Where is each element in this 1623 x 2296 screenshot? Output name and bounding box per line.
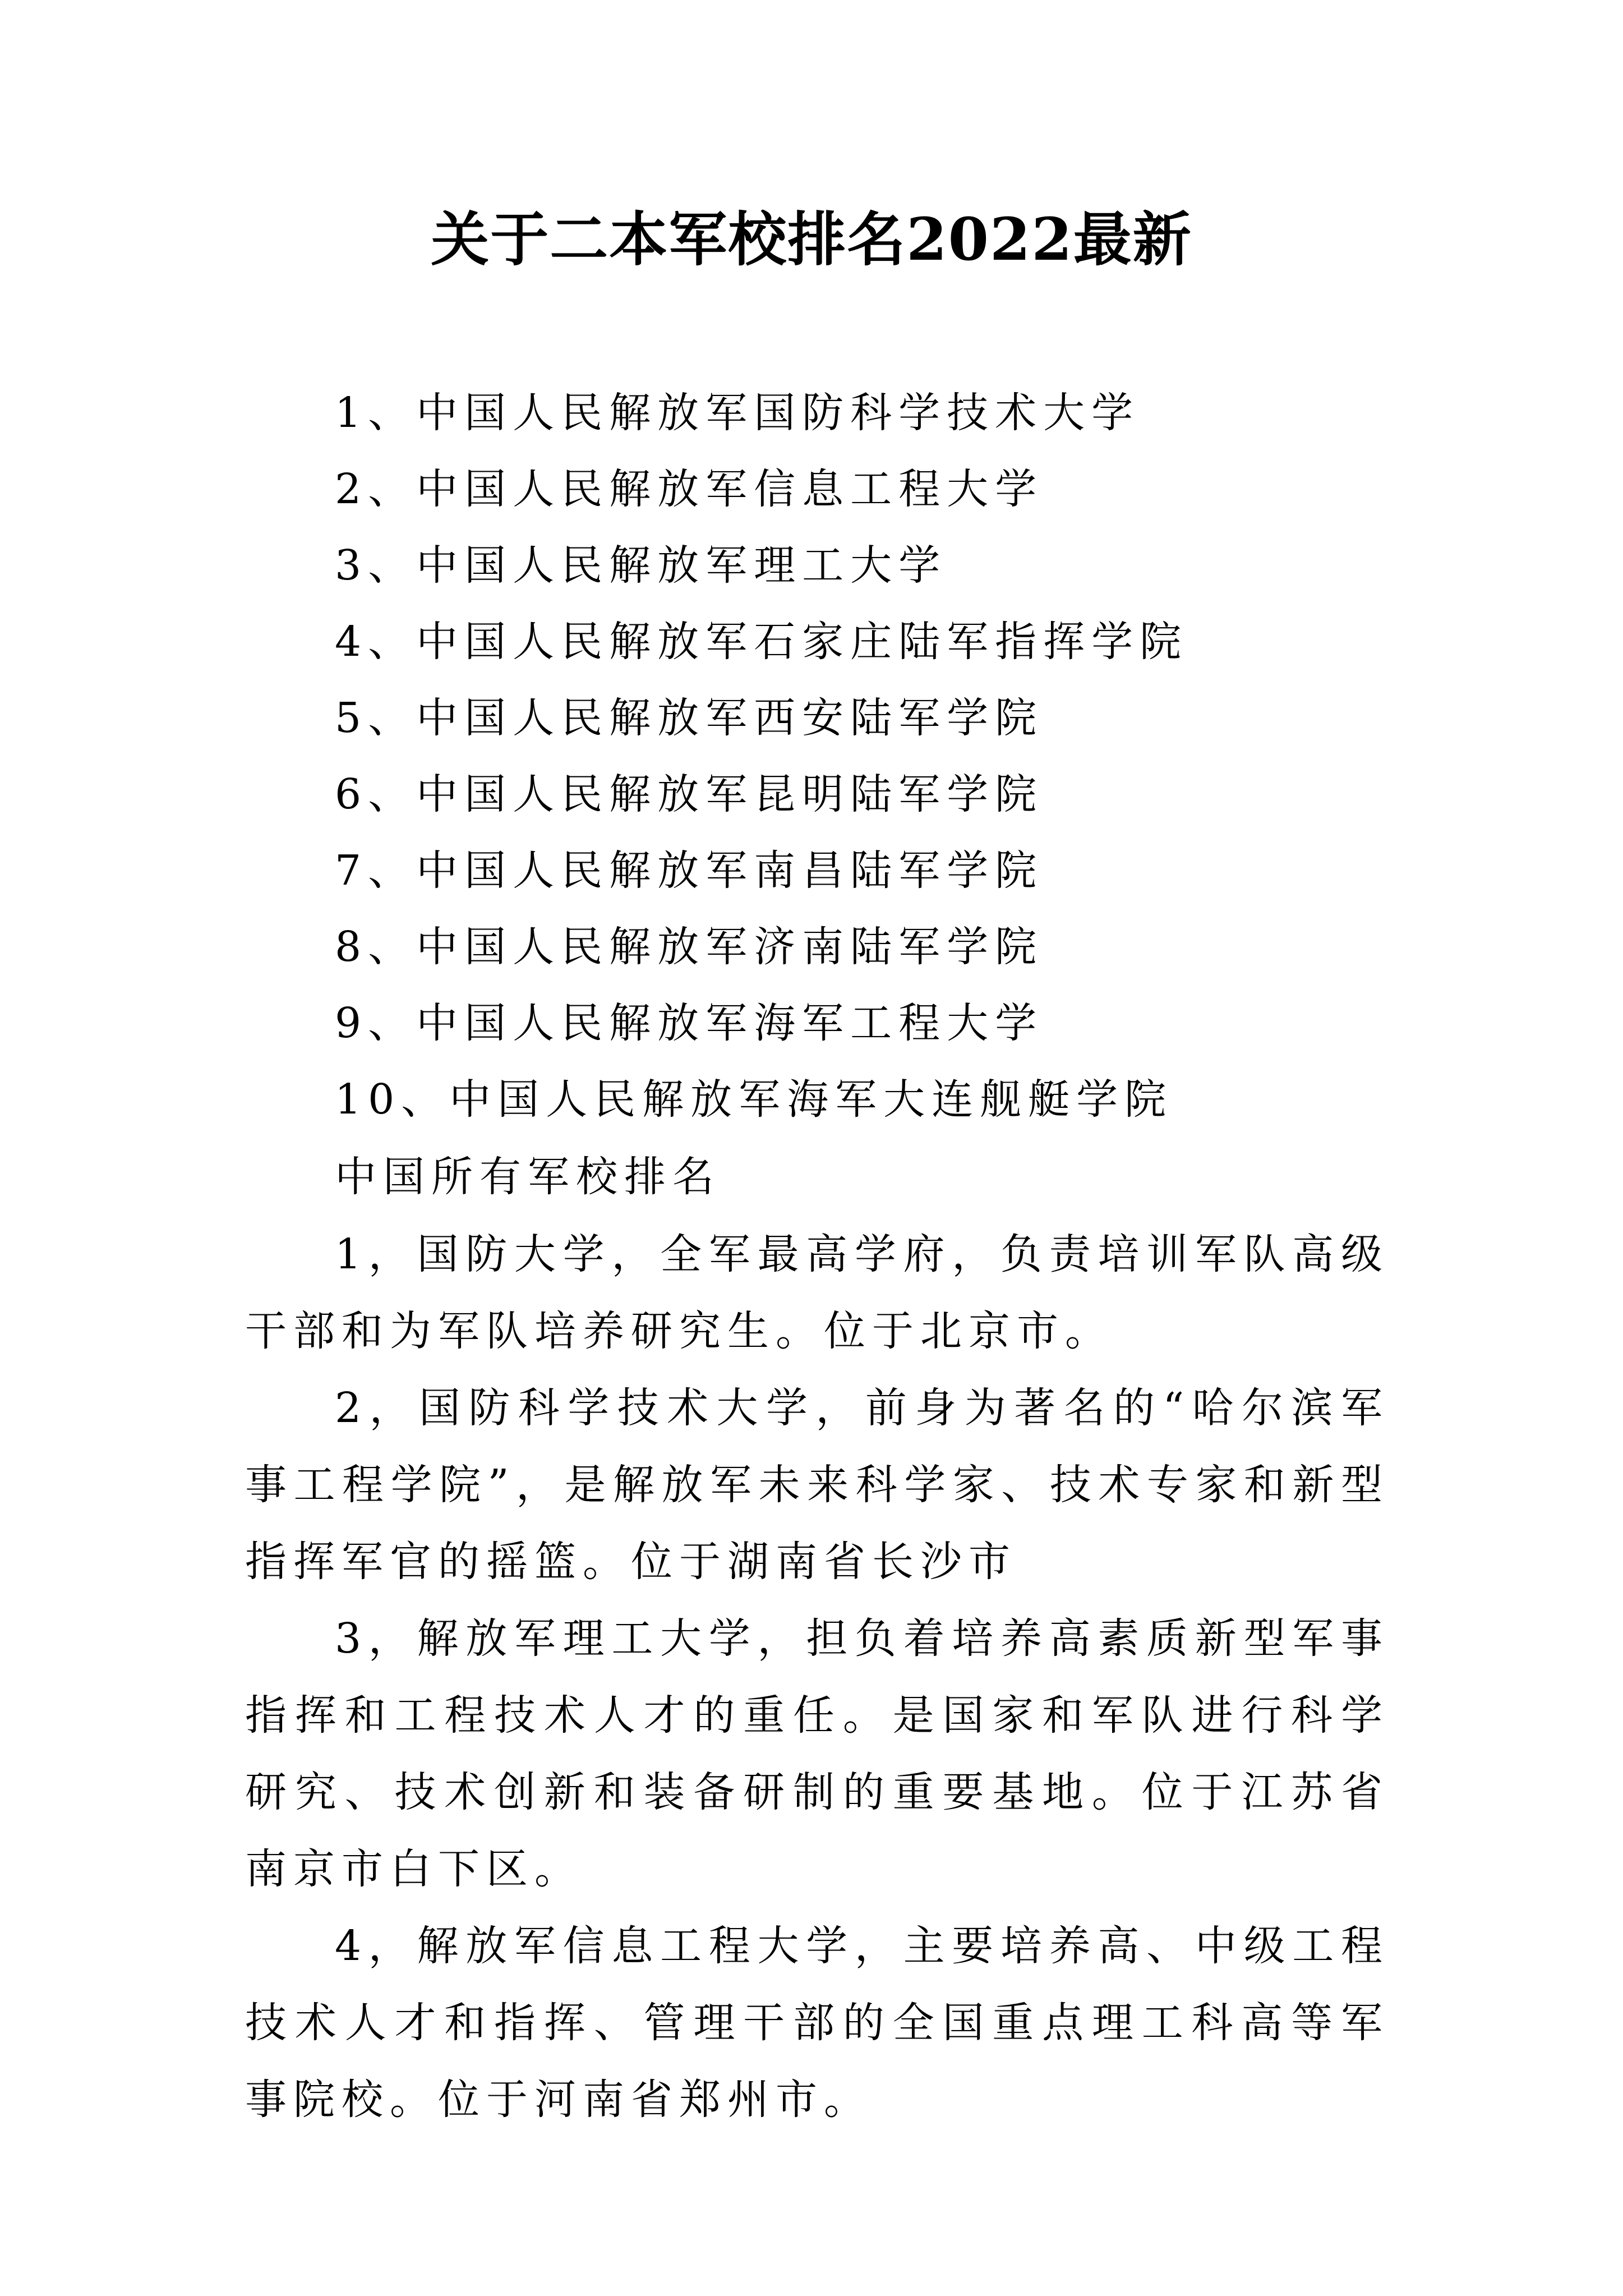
list-item: 6、中国人民解放军昆明陆军学院 xyxy=(335,770,1044,818)
paragraph: 3，解放军理工大学，担负着培养高素质新型军事指挥和工程技术人才的重任。是国家和军队进行科学研究、技术创新和装备研制的重要基地。位于江苏省南京市白下区。 xyxy=(245,1614,1389,1893)
page-title: 关于二本军校排名2022最新 xyxy=(431,205,1192,274)
list-item: 9、中国人民解放军海军工程大学 xyxy=(335,999,1044,1047)
ranking-list xyxy=(335,375,1188,1138)
paragraph: 2，国防科学技术大学，前身为著名的“哈尔滨军事工程学院”，是解放军未来科学家、技术专家和新型指挥军官的摇篮。位于湖南省长沙市 xyxy=(245,1384,1389,1586)
list-item: 7、中国人民解放军南昌陆军学院 xyxy=(335,846,1044,895)
paragraph: 4，解放军信息工程大学，主要培养高、中级工程技术人才和指挥、管理干部的全国重点理工科高等军事院校。位于河南省郑州市。 xyxy=(245,1922,1389,2124)
list-item: 5、中国人民解放军西安陆军学院 xyxy=(335,694,1044,742)
list-item: 2、中国人民解放军信息工程大学 xyxy=(335,465,1044,513)
list-item: 4、中国人民解放军石家庄陆军指挥学院 xyxy=(335,618,1188,666)
list-item: 10、中国人民解放军海军大连舰艇学院 xyxy=(335,1075,1173,1124)
list-item: 1、中国人民解放军国防科学技术大学 xyxy=(335,389,1140,437)
list-item: 3、中国人民解放军理工大学 xyxy=(335,541,947,590)
paragraph: 1，国防大学，全军最高学府，负责培训军队高级干部和为军队培养研究生。位于北京市。 xyxy=(245,1230,1389,1355)
list-item: 8、中国人民解放军济南陆军学院 xyxy=(335,923,1044,971)
body-text xyxy=(245,1216,1389,2138)
section-heading: 中国所有军校排名 xyxy=(335,1153,721,1201)
